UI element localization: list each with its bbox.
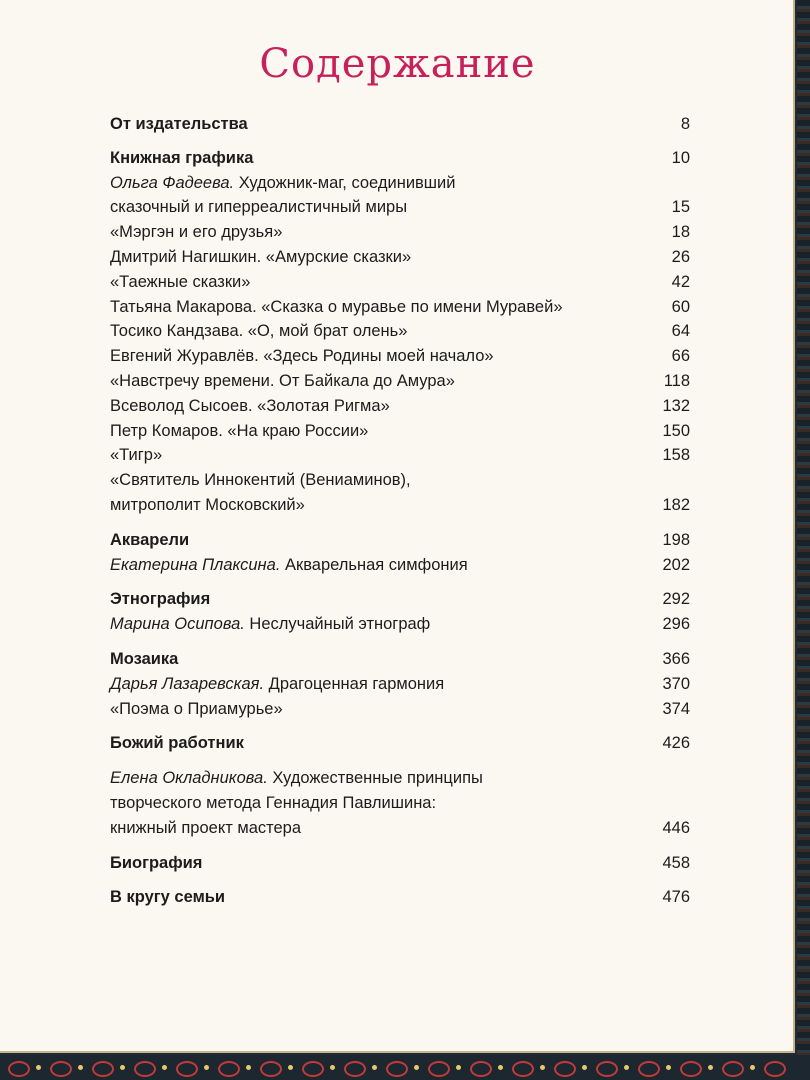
ornament-icon xyxy=(302,1061,324,1077)
toc-entry xyxy=(110,672,690,697)
ornament-dot-icon xyxy=(708,1065,713,1070)
ornament-icon xyxy=(386,1061,408,1077)
toc-page: 476 xyxy=(662,888,690,907)
toc-page: 370 xyxy=(662,674,690,693)
toc-page: 42 xyxy=(671,272,690,291)
toc-title: Акварели xyxy=(110,530,190,549)
toc-entry xyxy=(110,369,690,394)
toc-title: творческого метода Геннадия Павлишина: xyxy=(110,793,437,812)
ornament-icon xyxy=(176,1061,198,1077)
ornament-dot-icon xyxy=(36,1065,41,1070)
toc-author: Елена Окладникова. xyxy=(110,769,268,788)
toc-title: От издательства xyxy=(110,115,248,133)
ornament-dot-icon xyxy=(162,1065,167,1070)
ornament-icon xyxy=(260,1061,282,1077)
toc-title: Дмитрий Нагишкин. «Амурские сказки» xyxy=(110,247,412,266)
toc-entry xyxy=(110,612,690,637)
toc-entry xyxy=(110,553,690,578)
ornament-dot-icon xyxy=(120,1065,125,1070)
ornament-icon xyxy=(344,1061,366,1077)
toc-page: 458 xyxy=(662,853,690,872)
decorative-frame-bottom xyxy=(0,1055,810,1080)
ornament-icon xyxy=(554,1061,576,1077)
toc-section xyxy=(110,851,690,876)
toc-page: 158 xyxy=(662,446,690,465)
toc-page: 132 xyxy=(662,396,690,415)
ornament-icon xyxy=(680,1061,702,1077)
ornament-icon xyxy=(92,1061,114,1077)
table-of-contents xyxy=(110,112,690,910)
toc-section xyxy=(110,528,690,553)
toc-title: Дарья Лазаревская. Драгоценная гармония xyxy=(110,674,445,693)
toc-page: 296 xyxy=(662,615,690,634)
toc-entry xyxy=(110,220,690,245)
toc-title: Евгений Журавлёв. «Здесь Родины моей начало» xyxy=(110,347,494,366)
toc-author: Марина Осипова. xyxy=(110,615,245,634)
toc-title: митрополит Московский» xyxy=(110,495,305,514)
ornament-icon xyxy=(470,1061,492,1077)
toc-entry xyxy=(110,697,690,722)
toc-page: 292 xyxy=(662,590,690,609)
ornament-dot-icon xyxy=(78,1065,83,1070)
ornament-dot-icon xyxy=(498,1065,503,1070)
toc-page: 60 xyxy=(671,297,690,316)
toc-title: «Мэргэн и его друзья» xyxy=(110,223,283,242)
ornament-icon xyxy=(134,1061,156,1077)
toc-author: Ольга Фадеева. xyxy=(110,173,235,192)
toc-entry xyxy=(110,766,690,791)
ornament-icon xyxy=(596,1061,618,1077)
toc-title: Елена Окладникова. Художественные принципы xyxy=(110,769,483,788)
toc-page: 66 xyxy=(671,347,690,366)
page-title: Содержание xyxy=(259,40,536,87)
toc-page: 18 xyxy=(671,223,690,242)
toc-title: Этнография xyxy=(110,590,211,609)
ornament-icon xyxy=(428,1061,450,1077)
ornament-dot-icon xyxy=(246,1065,251,1070)
toc-page: 198 xyxy=(662,530,690,549)
toc-title: В кругу семьи xyxy=(110,888,226,907)
ornament-icon xyxy=(218,1061,240,1077)
ornament-dot-icon xyxy=(582,1065,587,1070)
toc-section xyxy=(110,885,690,910)
toc-title: Марина Осипова. Неслучайный этнограф xyxy=(110,615,431,634)
toc-page: 10 xyxy=(671,148,690,167)
toc-section xyxy=(110,112,690,137)
decorative-frame-right xyxy=(797,0,810,1080)
toc-entry xyxy=(110,344,690,369)
toc-title: Книжная графика xyxy=(110,148,254,167)
toc-entry xyxy=(110,394,690,419)
toc-entry xyxy=(110,270,690,295)
ornament-dot-icon xyxy=(624,1065,629,1070)
toc-title: книжный проект мастера xyxy=(110,818,302,837)
toc-title: Всеволод Сысоев. «Золотая Ригма» xyxy=(110,396,390,415)
toc-page: 150 xyxy=(662,421,690,440)
toc-title: Ольга Фадеева. Художник-маг, соединивший xyxy=(110,173,456,192)
toc-entry xyxy=(110,468,690,493)
toc-title: «Таежные сказки» xyxy=(110,272,251,291)
toc-page: 64 xyxy=(671,322,690,341)
toc-entry xyxy=(110,295,690,320)
ornament-icon xyxy=(8,1061,30,1077)
toc-title: «Навстречу времени. От Байкала до Амура» xyxy=(110,371,455,390)
toc-page: 202 xyxy=(662,555,690,574)
toc-entry xyxy=(110,319,690,344)
ornament-icon xyxy=(638,1061,660,1077)
toc-page: 366 xyxy=(662,649,690,668)
ornament-dot-icon xyxy=(456,1065,461,1070)
toc-page: 15 xyxy=(671,198,690,217)
ornament-dot-icon xyxy=(330,1065,335,1070)
toc-title: Татьяна Макарова. «Сказка о муравье по имени Муравей» xyxy=(110,297,563,316)
toc-page: 26 xyxy=(671,247,690,266)
toc-page: 446 xyxy=(662,818,690,837)
toc-title: «Тигр» xyxy=(110,446,163,465)
toc-entry xyxy=(110,791,690,816)
toc-entry xyxy=(110,443,690,468)
ornament-icon xyxy=(764,1061,786,1077)
toc-page: 8 xyxy=(680,115,690,133)
toc-title: сказочный и гиперреалистичный миры xyxy=(110,198,408,217)
toc-title: Мозаика xyxy=(110,649,179,668)
toc-title: Петр Комаров. «На краю России» xyxy=(110,421,369,440)
toc-author: Екатерина Плаксина. xyxy=(110,555,281,574)
toc-page: 374 xyxy=(662,699,690,718)
ornament-dot-icon xyxy=(540,1065,545,1070)
toc-section xyxy=(110,587,690,612)
ornament-dot-icon xyxy=(204,1065,209,1070)
toc-page: 426 xyxy=(662,734,690,753)
toc-entry xyxy=(110,419,690,444)
toc-entry xyxy=(110,245,690,270)
toc-section xyxy=(110,647,690,672)
toc-page: 118 xyxy=(663,371,690,390)
toc-title: «Святитель Иннокентий (Вениаминов), xyxy=(110,471,411,490)
toc-title: «Поэма о Приамурье» xyxy=(110,699,283,718)
toc-entry xyxy=(110,195,690,220)
toc-entry xyxy=(110,171,690,196)
toc-title: Екатерина Плаксина. Акварельная симфония xyxy=(110,555,468,574)
toc-page: 182 xyxy=(662,495,690,514)
toc-author: Дарья Лазаревская. xyxy=(110,674,265,693)
ornament-icon xyxy=(512,1061,534,1077)
ornament-dot-icon xyxy=(372,1065,377,1070)
toc-section xyxy=(110,731,690,756)
toc-entry xyxy=(110,493,690,518)
toc-title: Тосико Кандзава. «О, мой брат олень» xyxy=(110,322,408,341)
ornament-dot-icon xyxy=(666,1065,671,1070)
toc-entry xyxy=(110,816,690,841)
ornament-icon xyxy=(722,1061,744,1077)
ornament-icon xyxy=(50,1061,72,1077)
ornament-dot-icon xyxy=(414,1065,419,1070)
toc-title: Биография xyxy=(110,853,203,872)
ornament-dot-icon xyxy=(288,1065,293,1070)
ornament-dot-icon xyxy=(750,1065,755,1070)
toc-title: Божий работник xyxy=(110,734,244,753)
toc-section xyxy=(110,146,690,171)
